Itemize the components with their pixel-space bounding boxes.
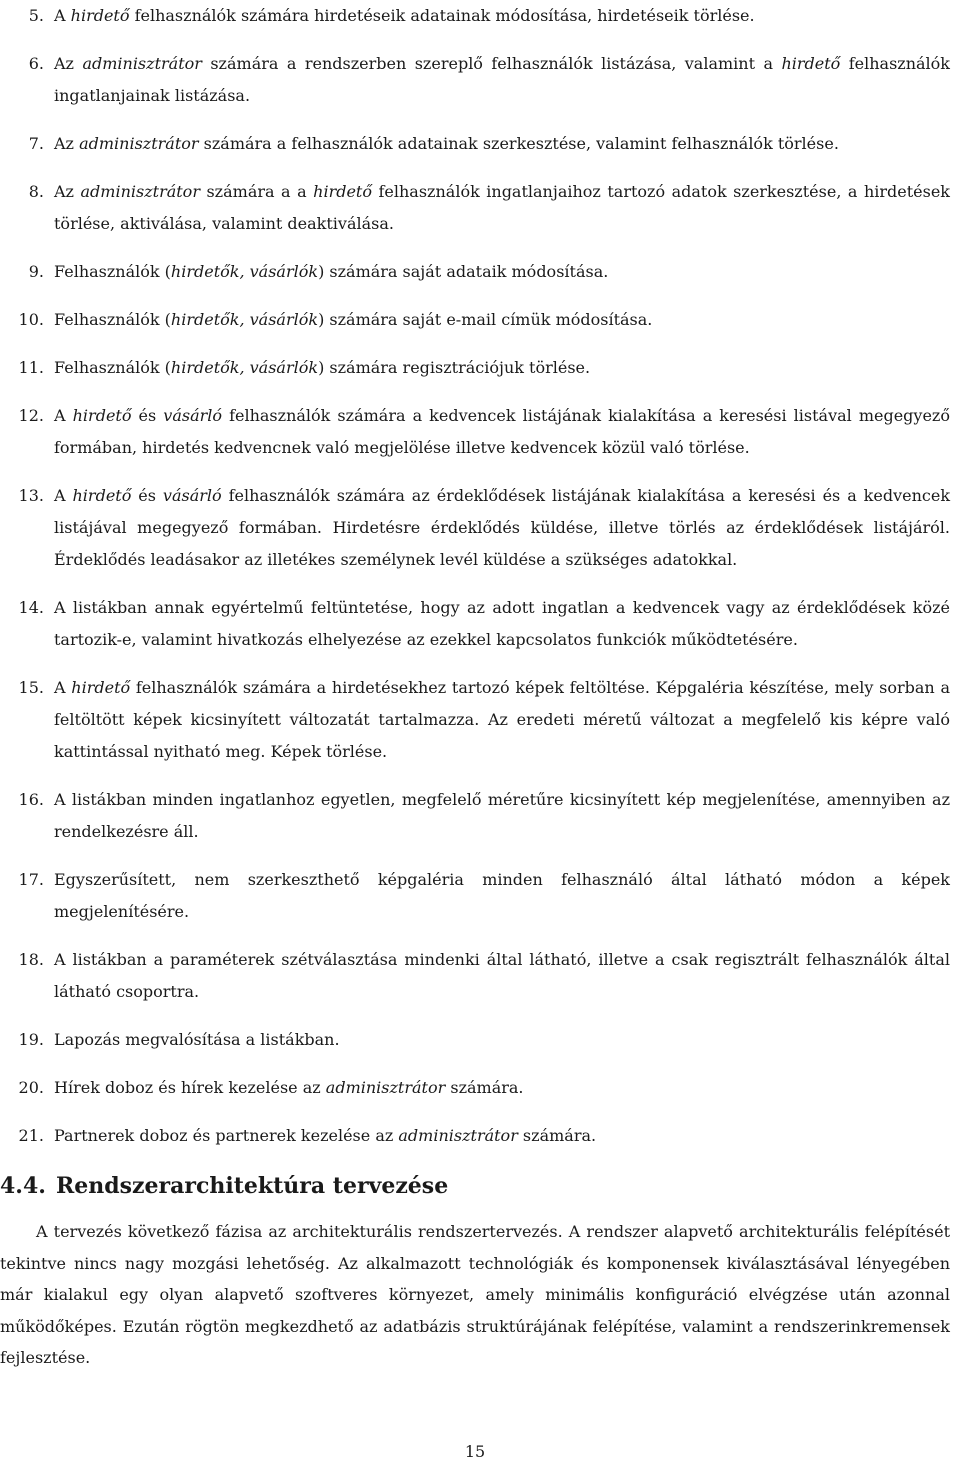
text-segment: Hírek doboz és hírek kezelése az xyxy=(54,1078,326,1097)
text-segment: A xyxy=(54,486,73,505)
list-item-text xyxy=(54,592,956,656)
text-segment: felhasználók számára hirdetéseik adatainak módosítása, hirdetéseik törlése. xyxy=(129,6,755,25)
list-item-number: 16. xyxy=(18,790,44,809)
emphasized-term: vásárló xyxy=(162,486,222,505)
text-segment: számára. xyxy=(445,1078,524,1097)
text-segment: ) számára saját e-mail címük módosítása. xyxy=(318,310,653,329)
list-item-text xyxy=(54,784,956,848)
emphasized-term: hirdető xyxy=(313,182,372,201)
text-segment: Lapozás megvalósítása a listákban. xyxy=(54,1030,340,1049)
text-segment: A listákban minden ingatlanhoz egyetlen, megfelelő méretűre kicsinyített kép megjelenítése, amennyiben az rendelkezésre áll. xyxy=(54,790,956,841)
text-segment: számára a a xyxy=(199,182,314,201)
emphasized-term: adminisztrátor xyxy=(80,182,200,201)
list-item-number: 10. xyxy=(18,310,44,329)
text-segment: A listákban a paraméterek szétválasztása mindenki által látható, illetve a csak regisztrált felhasználók által látható csoportra. xyxy=(54,950,956,1001)
text-segment: A xyxy=(54,406,73,425)
list-item-number: 8. xyxy=(28,182,44,201)
list-item-number: 13. xyxy=(18,486,44,505)
text-segment: Az xyxy=(54,54,83,73)
emphasized-term: hirdetők, vásárlók xyxy=(170,310,319,329)
list-item-number: 21. xyxy=(18,1126,44,1145)
text-segment: A xyxy=(54,678,72,697)
list-item-number: 17. xyxy=(18,870,44,889)
list-item-number: 20. xyxy=(18,1078,44,1097)
text-segment: és xyxy=(131,406,164,425)
list-item-text xyxy=(54,944,956,1008)
text-segment: felhasználók ingatlanjainak listázása. xyxy=(54,54,956,105)
list-item-text xyxy=(54,176,956,240)
emphasized-term: adminisztrátor xyxy=(398,1126,518,1145)
emphasized-term: hirdető xyxy=(71,678,131,697)
text-segment: Felhasználók ( xyxy=(54,262,171,281)
list-item-text xyxy=(54,304,950,336)
text-segment: Az xyxy=(54,134,80,153)
text-segment: Felhasználók ( xyxy=(54,310,171,329)
list-item-number: 11. xyxy=(18,358,44,377)
list-item-text xyxy=(54,1120,950,1152)
list-item-number: 15. xyxy=(18,678,44,697)
text-segment: számára a felhasználók adatainak szerkesztése, valamint felhasználók törlése. xyxy=(198,134,839,153)
list-item-number: 19. xyxy=(18,1030,44,1049)
emphasized-term: adminisztrátor xyxy=(79,134,199,153)
list-item-text xyxy=(54,1072,950,1104)
emphasized-term: hirdető xyxy=(781,54,841,73)
emphasized-term: hirdetők, vásárlók xyxy=(170,262,319,281)
text-segment: Felhasználók ( xyxy=(54,358,171,377)
list-item-number: 18. xyxy=(18,950,44,969)
text-segment: ) számára regisztrációjuk törlése. xyxy=(318,358,591,377)
text-segment: felhasználók számára a kedvencek listájának kialakítása a keresési listával megegyező formában, hirdetés kedvencnek való megjelölése illetve kedvencek közül való törlése. xyxy=(54,406,956,457)
list-item-number: 14. xyxy=(18,598,44,617)
text-segment: ) számára saját adataik módosítása. xyxy=(318,262,609,281)
text-segment: Egyszerűsített, nem szerkeszthető képgaléria minden felhasználó által látható módon a képek megjelenítésére. xyxy=(54,870,956,921)
list-item-text xyxy=(54,48,956,112)
emphasized-term: hirdetők, vásárlók xyxy=(170,358,319,377)
text-segment: számára a rendszerben szereplő felhasználók listázása, valamint a xyxy=(201,54,782,73)
text-segment: felhasználók számára a hirdetésekhez tartozó képek feltöltése. Képgaléria készítése, mely sorban a feltöltött képek kicsinyített változatát tartalmazza. Az eredeti méretű változat a megfelelő kis képre való kattintással nyitható meg. Képek törlése. xyxy=(54,678,956,761)
text-segment: Partnerek doboz és partnerek kezelése az xyxy=(54,1126,399,1145)
text-segment: felhasználók számára az érdeklődések listájának kialakítása a keresési és a kedvencek listájával megegyező formában. Hirdetésre érdeklődés küldése, illetve törlés az érdeklődések listájáról. Érdeklődés leadásakor az illetékes személynek levél küldése a szükséges adatokkal. xyxy=(54,486,956,569)
list-item-text xyxy=(54,1024,950,1056)
section-heading xyxy=(0,1170,448,1202)
page-number: 15 xyxy=(464,1442,486,1461)
emphasized-term: vásárló xyxy=(163,406,223,425)
emphasized-term: adminisztrátor xyxy=(325,1078,446,1097)
text-segment: és xyxy=(131,486,163,505)
text-segment: Az xyxy=(54,182,81,201)
list-item-number: 9. xyxy=(28,262,44,281)
list-item-text xyxy=(54,672,956,768)
emphasized-term: hirdető xyxy=(72,486,132,505)
list-item-text xyxy=(54,128,950,160)
list-item-number: 12. xyxy=(18,406,44,425)
list-item-text xyxy=(54,256,950,288)
list-item-text xyxy=(54,480,956,576)
text-segment: számára. xyxy=(517,1126,597,1145)
list-item-text xyxy=(54,400,956,464)
list-item-number: 5. xyxy=(28,6,44,25)
section-title: Rendszerarchitektúra tervezése xyxy=(56,1173,449,1199)
text-segment: felhasználók ingatlanjaihoz tartozó adatok szerkesztése, a hirdetések törlése, aktiválása, valamint deaktiválása. xyxy=(54,182,956,233)
text-segment: A listákban annak egyértelmű feltüntetése, hogy az adott ingatlan a kedvencek vagy az érdeklődések közé tartozik-e, valamint hivatkozás elhelyezése az ezekkel kapcsolatos funkciók működtetésére. xyxy=(54,598,956,649)
list-item-text xyxy=(54,352,950,384)
list-item-number: 7. xyxy=(28,134,44,153)
section-paragraph: A tervezés következő fázisa az architekturális rendszertervezés. A rendszer alapvető architekturális felépítését tekintve nincs nagy mozgási lehetőség. Az alkalmazott technológiák és komponensek kiválasztásával lényegében már kialakul egy olyan alapvető szoftveres környezet, amely minimális konfiguráció elvégzése után azonnal működőképes. Ezután rögtön megkezdhető az adatbázis struktúrájának felépítése, valamint a rendszerinkremensek fejlesztése. xyxy=(0,1222,950,1367)
emphasized-term: adminisztrátor xyxy=(82,54,202,73)
list-item-number: 6. xyxy=(28,54,44,73)
list-item-text xyxy=(54,864,956,928)
text-segment: A xyxy=(54,6,71,25)
list-item-text xyxy=(54,0,950,32)
emphasized-term: hirdető xyxy=(72,406,132,425)
section-number: 4.4. xyxy=(0,1173,46,1199)
emphasized-term: hirdető xyxy=(70,6,130,25)
